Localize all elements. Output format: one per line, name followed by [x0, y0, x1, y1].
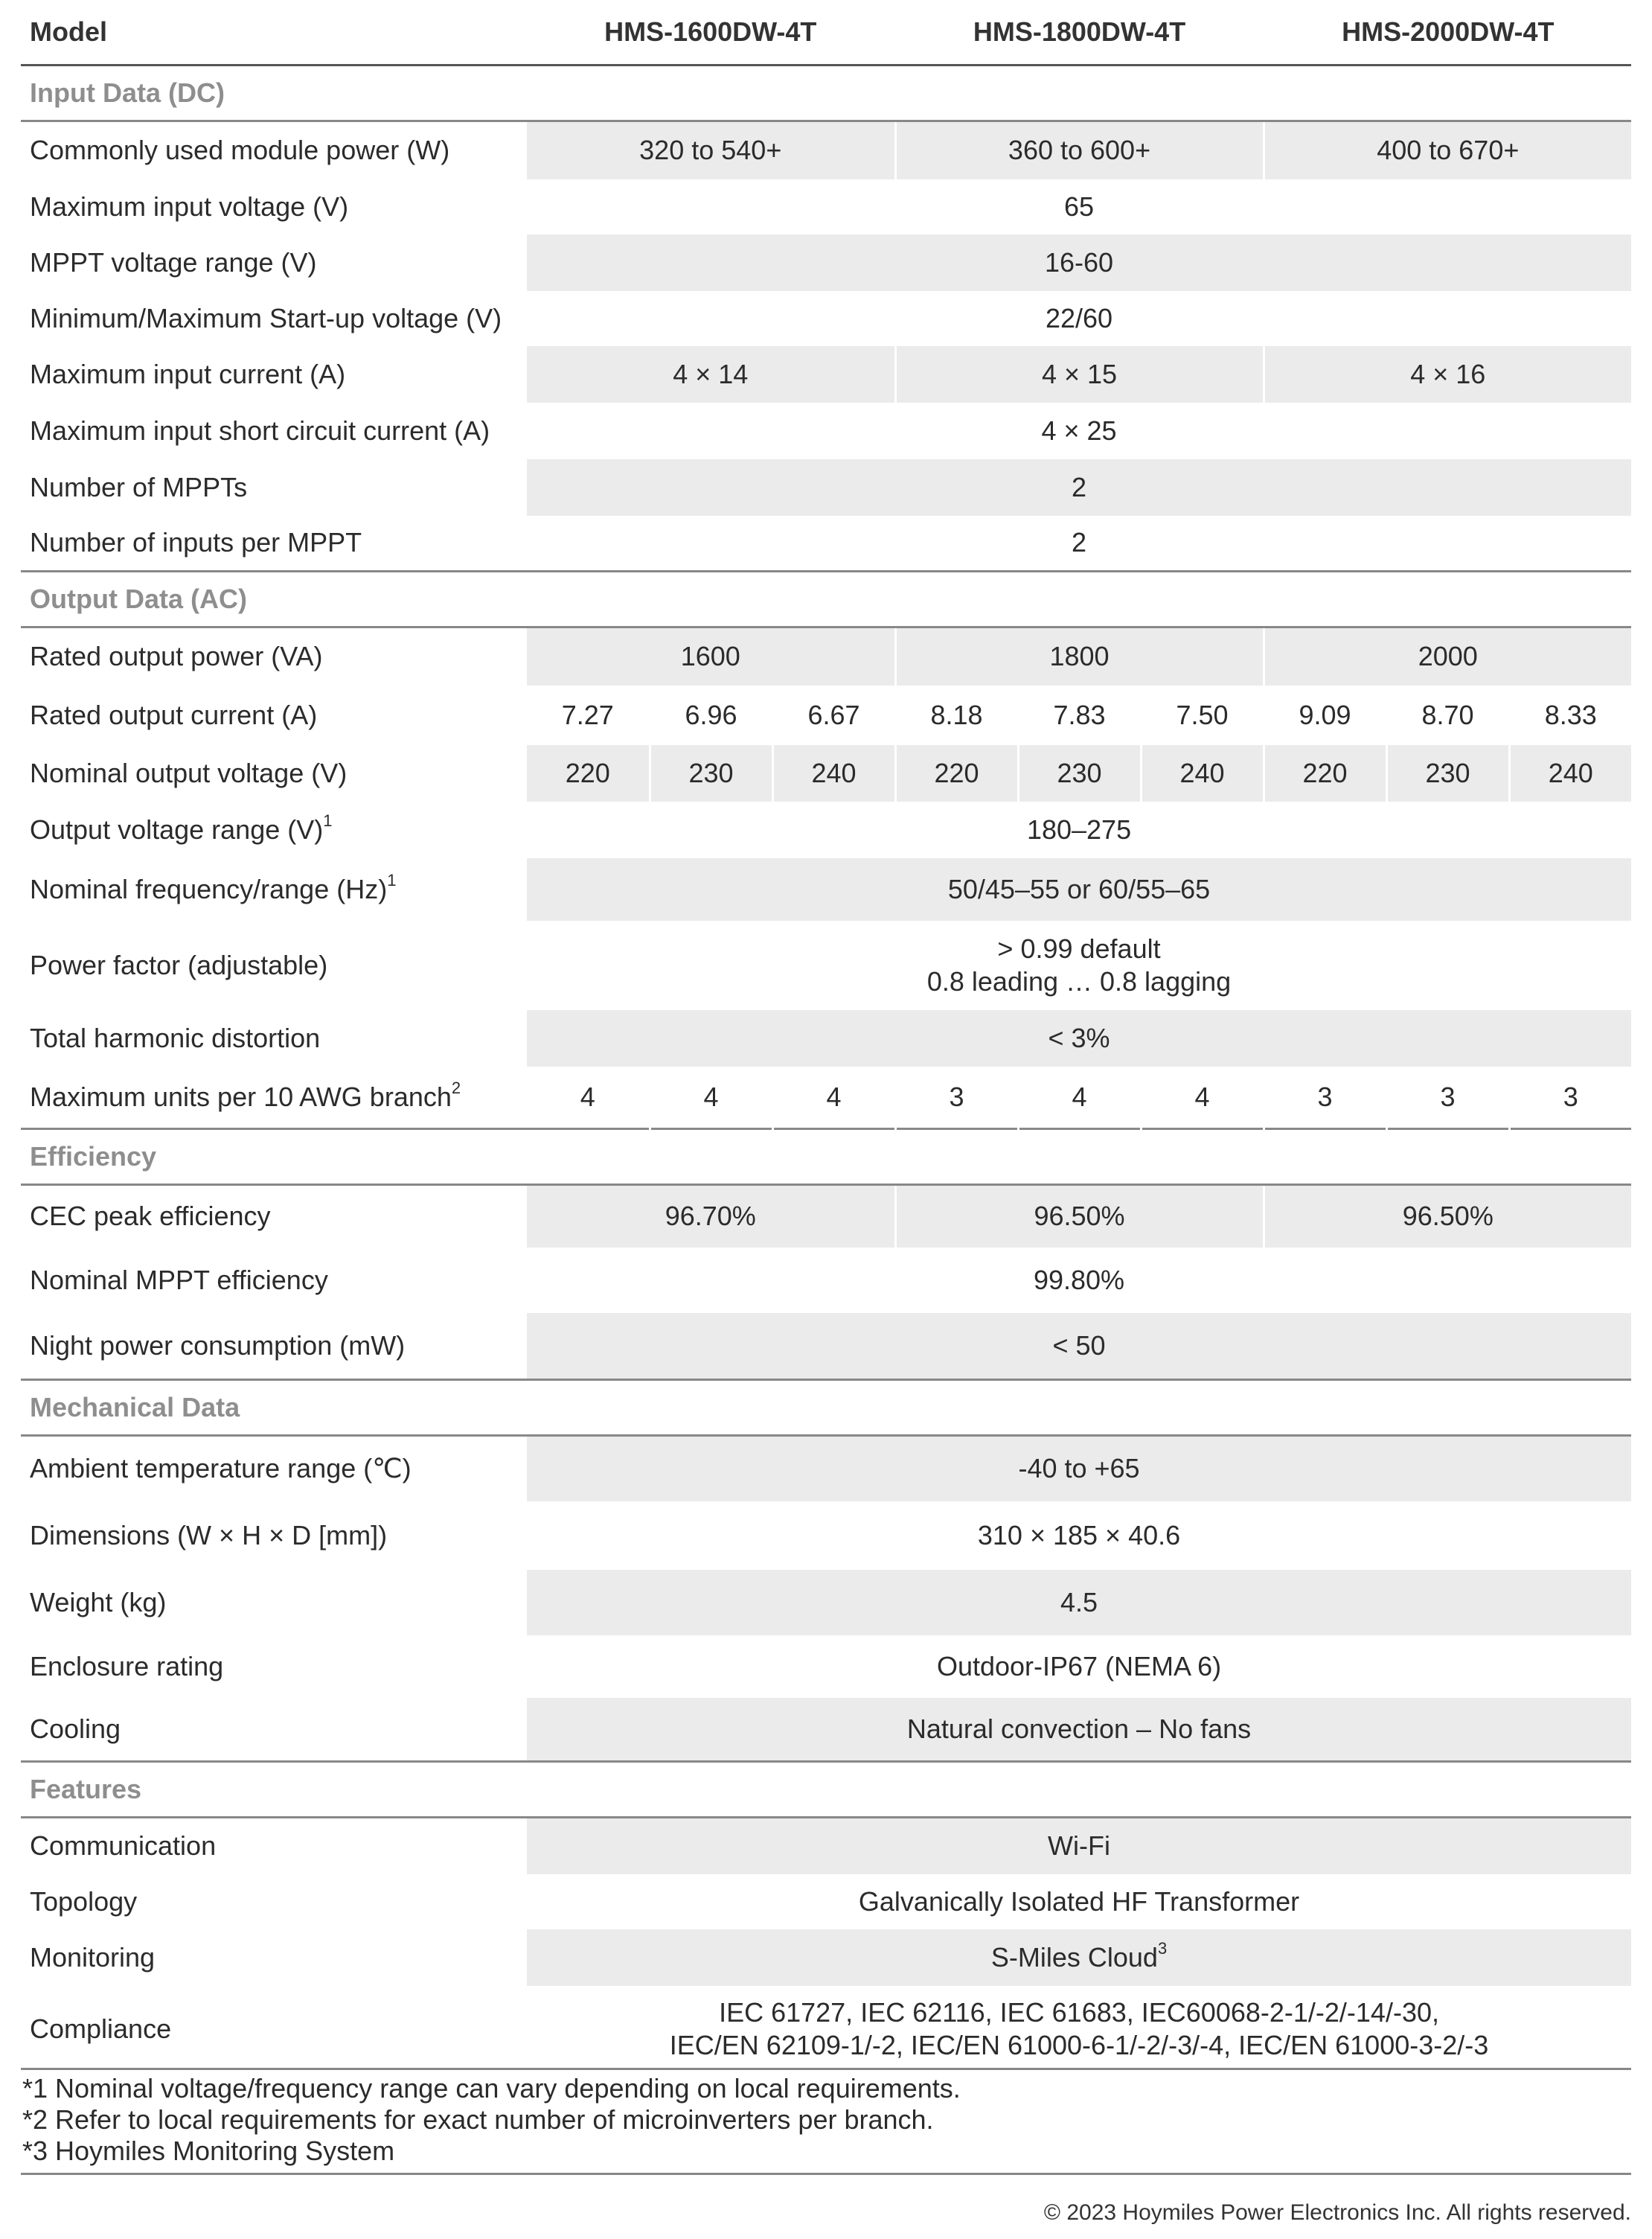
row-label: Topology [30, 1885, 138, 1917]
table-row [21, 346, 1631, 403]
cell-value: 230 [650, 745, 772, 802]
footnote-ref: 2 [451, 1078, 461, 1097]
row-label: Nominal MPPT efficiency [30, 1264, 328, 1295]
cell-value: 9.09 [1264, 686, 1386, 745]
section-title: Input Data (DC) [21, 66, 1631, 121]
table-row [21, 921, 1631, 1010]
cell-value: 2 [527, 459, 1631, 516]
table-row [21, 403, 1631, 459]
value-text: S-Miles Cloud [990, 1941, 1158, 1973]
cell-value: 4 [650, 1067, 772, 1129]
header-row [21, 0, 1631, 66]
row-label: Monitoring [21, 1929, 527, 1986]
table-row [21, 1874, 1631, 1929]
row-label [21, 802, 527, 858]
table-row [21, 802, 1631, 858]
cell-value: 180–275 [1026, 814, 1132, 845]
cell-value: 3 [1264, 1067, 1386, 1129]
table-row [21, 1067, 1631, 1129]
row-label [21, 858, 527, 921]
label-text: Nominal frequency/range (Hz) [30, 873, 388, 904]
table-row [21, 1248, 1631, 1313]
cell-value: 8.70 [1386, 686, 1509, 745]
section-features [21, 1762, 1631, 1818]
cell-value: 240 [772, 745, 895, 802]
section-title: Output Data (AC) [21, 572, 1631, 627]
table-row [21, 627, 1631, 686]
cell-value: 6.67 [772, 686, 895, 745]
cell-value: 8.18 [895, 686, 1018, 745]
cell-value: 3 [1509, 1067, 1631, 1129]
cell-value: 7.27 [561, 699, 614, 730]
model-1800: HMS-1800DW-4T [895, 0, 1264, 66]
row-label: Commonly used module power (W) [21, 121, 527, 179]
cell-value: 4 × 14 [527, 346, 895, 403]
table-row [21, 1570, 1631, 1635]
cell-value: 65 [1064, 191, 1095, 222]
table-row [21, 1986, 1631, 2072]
cell-value: 4 [1141, 1067, 1264, 1129]
row-label: Nominal output voltage (V) [21, 745, 527, 802]
cell-value: 230 [1018, 745, 1141, 802]
model-label: Model [21, 0, 527, 66]
cell-value [527, 1929, 1631, 1986]
cell-value: 3 [895, 1067, 1018, 1129]
cell-value: Galvanically Isolated HF Transformer [858, 1885, 1300, 1917]
cell-value: 2000 [1264, 627, 1631, 686]
value-line: 0.8 leading … 0.8 lagging [926, 965, 1232, 997]
table-row [21, 121, 1631, 179]
footnotes [21, 2068, 1631, 2175]
row-label: MPPT voltage range (V) [21, 234, 527, 291]
cell-value: 1800 [895, 627, 1264, 686]
table-row [21, 1185, 1631, 1248]
cell-value: 2 [1072, 527, 1087, 558]
row-label: Communication [21, 1818, 527, 1874]
cell-value [527, 1986, 1631, 2072]
table-row [21, 1501, 1631, 1570]
cell-value: 99.80% [1033, 1264, 1125, 1295]
row-label: Number of MPPTs [21, 459, 527, 516]
footnote-ref: 3 [1157, 1938, 1168, 1958]
model-1600: HMS-1600DW-4T [527, 0, 895, 66]
cell-value: 96.70% [527, 1185, 895, 1248]
section-output [21, 572, 1631, 627]
cell-value: 220 [527, 745, 650, 802]
cell-value: 400 to 670+ [1264, 121, 1631, 179]
row-label: Total harmonic distortion [21, 1010, 527, 1067]
table-row [21, 459, 1631, 516]
table-row [21, 686, 1631, 745]
row-label: Minimum/Maximum Start-up voltage (V) [30, 302, 502, 333]
cell-value: -40 to +65 [527, 1436, 1631, 1501]
cell-value: 7.50 [1141, 686, 1264, 745]
footnote-ref: 1 [387, 870, 397, 889]
section-title: Features [21, 1762, 1631, 1818]
row-label: Night power consumption (mW) [21, 1313, 527, 1380]
row-label: Power factor (adjustable) [30, 949, 328, 980]
cell-value: 240 [1509, 745, 1631, 802]
row-label: Rated output power (VA) [21, 627, 527, 686]
table-row [21, 858, 1631, 921]
cell-value: 96.50% [1264, 1185, 1631, 1248]
cell-value: 4 [772, 1067, 895, 1129]
cell-value: 310 × 185 × 40.6 [977, 1519, 1181, 1550]
table-row [21, 1818, 1631, 1874]
table-row [21, 1010, 1631, 1067]
value-line: IEC 61727, IEC 62116, IEC 61683, IEC60068-2-1/-2/-14/-30, [719, 1996, 1439, 2028]
section-efficiency [21, 1129, 1631, 1185]
footnote: *1 Nominal voltage/frequency range can vary depending on local requirements. [22, 2073, 961, 2104]
row-label: Maximum input voltage (V) [30, 191, 349, 222]
spec-table [21, 0, 1631, 2072]
value-line: IEC/EN 62109-1/-2, IEC/EN 61000-6-1/-2/-3/-4, IEC/EN 61000-3-2/-3 [669, 2029, 1489, 2060]
cell-value: 220 [1264, 745, 1386, 802]
cell-value [527, 921, 1631, 1010]
cell-value: < 3% [527, 1010, 1631, 1067]
row-label [21, 1067, 527, 1129]
cell-value: 320 to 540+ [527, 121, 895, 179]
cell-value: 16-60 [527, 234, 1631, 291]
row-label: Compliance [30, 2013, 172, 2044]
table-row [21, 516, 1631, 572]
section-title: Mechanical Data [21, 1380, 1631, 1436]
cell-value: 4 × 15 [895, 346, 1264, 403]
table-row [21, 179, 1631, 234]
row-label: Rated output current (A) [30, 699, 318, 730]
cell-value: < 50 [527, 1313, 1631, 1380]
cell-value: Outdoor-IP67 (NEMA 6) [936, 1650, 1222, 1681]
footnote: *3 Hoymiles Monitoring System [22, 2136, 395, 2166]
copyright: © 2023 Hoymiles Power Electronics Inc. All rights reserved. [1043, 2200, 1631, 2225]
row-label: Enclosure rating [30, 1650, 224, 1681]
cell-value: Wi-Fi [527, 1818, 1631, 1874]
label-text: Output voltage range (V) [30, 814, 324, 845]
cell-value: Natural convection – No fans [527, 1698, 1631, 1762]
cell-value: 4 [580, 1081, 595, 1112]
section-mechanical [21, 1380, 1631, 1436]
section-input [21, 66, 1631, 121]
cell-value: 6.96 [650, 686, 772, 745]
table-row [21, 1436, 1631, 1501]
row-label: Dimensions (W × H × D [mm]) [30, 1519, 388, 1550]
row-label: Maximum input current (A) [21, 346, 527, 403]
cell-value: 240 [1141, 745, 1264, 802]
cell-value: 7.83 [1018, 686, 1141, 745]
table-row [21, 234, 1631, 291]
cell-value: 22/60 [1045, 302, 1113, 333]
section-title: Efficiency [21, 1129, 1631, 1185]
row-label: Cooling [21, 1698, 527, 1762]
cell-value: 4 [1018, 1067, 1141, 1129]
cell-value: 220 [895, 745, 1018, 802]
row-label: Maximum input short circuit current (A) [30, 415, 490, 446]
table-row [21, 1313, 1631, 1380]
cell-value: 1600 [527, 627, 895, 686]
footnote-ref: 1 [323, 811, 333, 830]
value-line: > 0.99 default [997, 933, 1161, 964]
cell-value: 96.50% [895, 1185, 1264, 1248]
model-2000: HMS-2000DW-4T [1264, 0, 1631, 66]
table-row [21, 745, 1631, 802]
table-row [21, 1929, 1631, 1986]
row-label: Number of inputs per MPPT [30, 527, 362, 558]
cell-value: 50/45–55 or 60/55–65 [527, 858, 1631, 921]
row-label: Ambient temperature range (℃) [21, 1436, 527, 1501]
cell-value: 230 [1386, 745, 1509, 802]
footnote: *2 Refer to local requirements for exact number of microinverters per branch. [22, 2104, 934, 2135]
table-row [21, 1698, 1631, 1762]
table-row [21, 291, 1631, 346]
cell-value: 4.5 [527, 1570, 1631, 1635]
cell-value: 360 to 600+ [895, 121, 1264, 179]
cell-value: 8.33 [1509, 686, 1631, 745]
row-label: Weight (kg) [21, 1570, 527, 1635]
cell-value: 3 [1386, 1067, 1509, 1129]
cell-value: 4 × 16 [1264, 346, 1631, 403]
label-text: Maximum units per 10 AWG branch [30, 1081, 452, 1112]
table-row [21, 1635, 1631, 1698]
cell-value: 4 × 25 [1041, 415, 1117, 446]
row-label: CEC peak efficiency [21, 1185, 527, 1248]
